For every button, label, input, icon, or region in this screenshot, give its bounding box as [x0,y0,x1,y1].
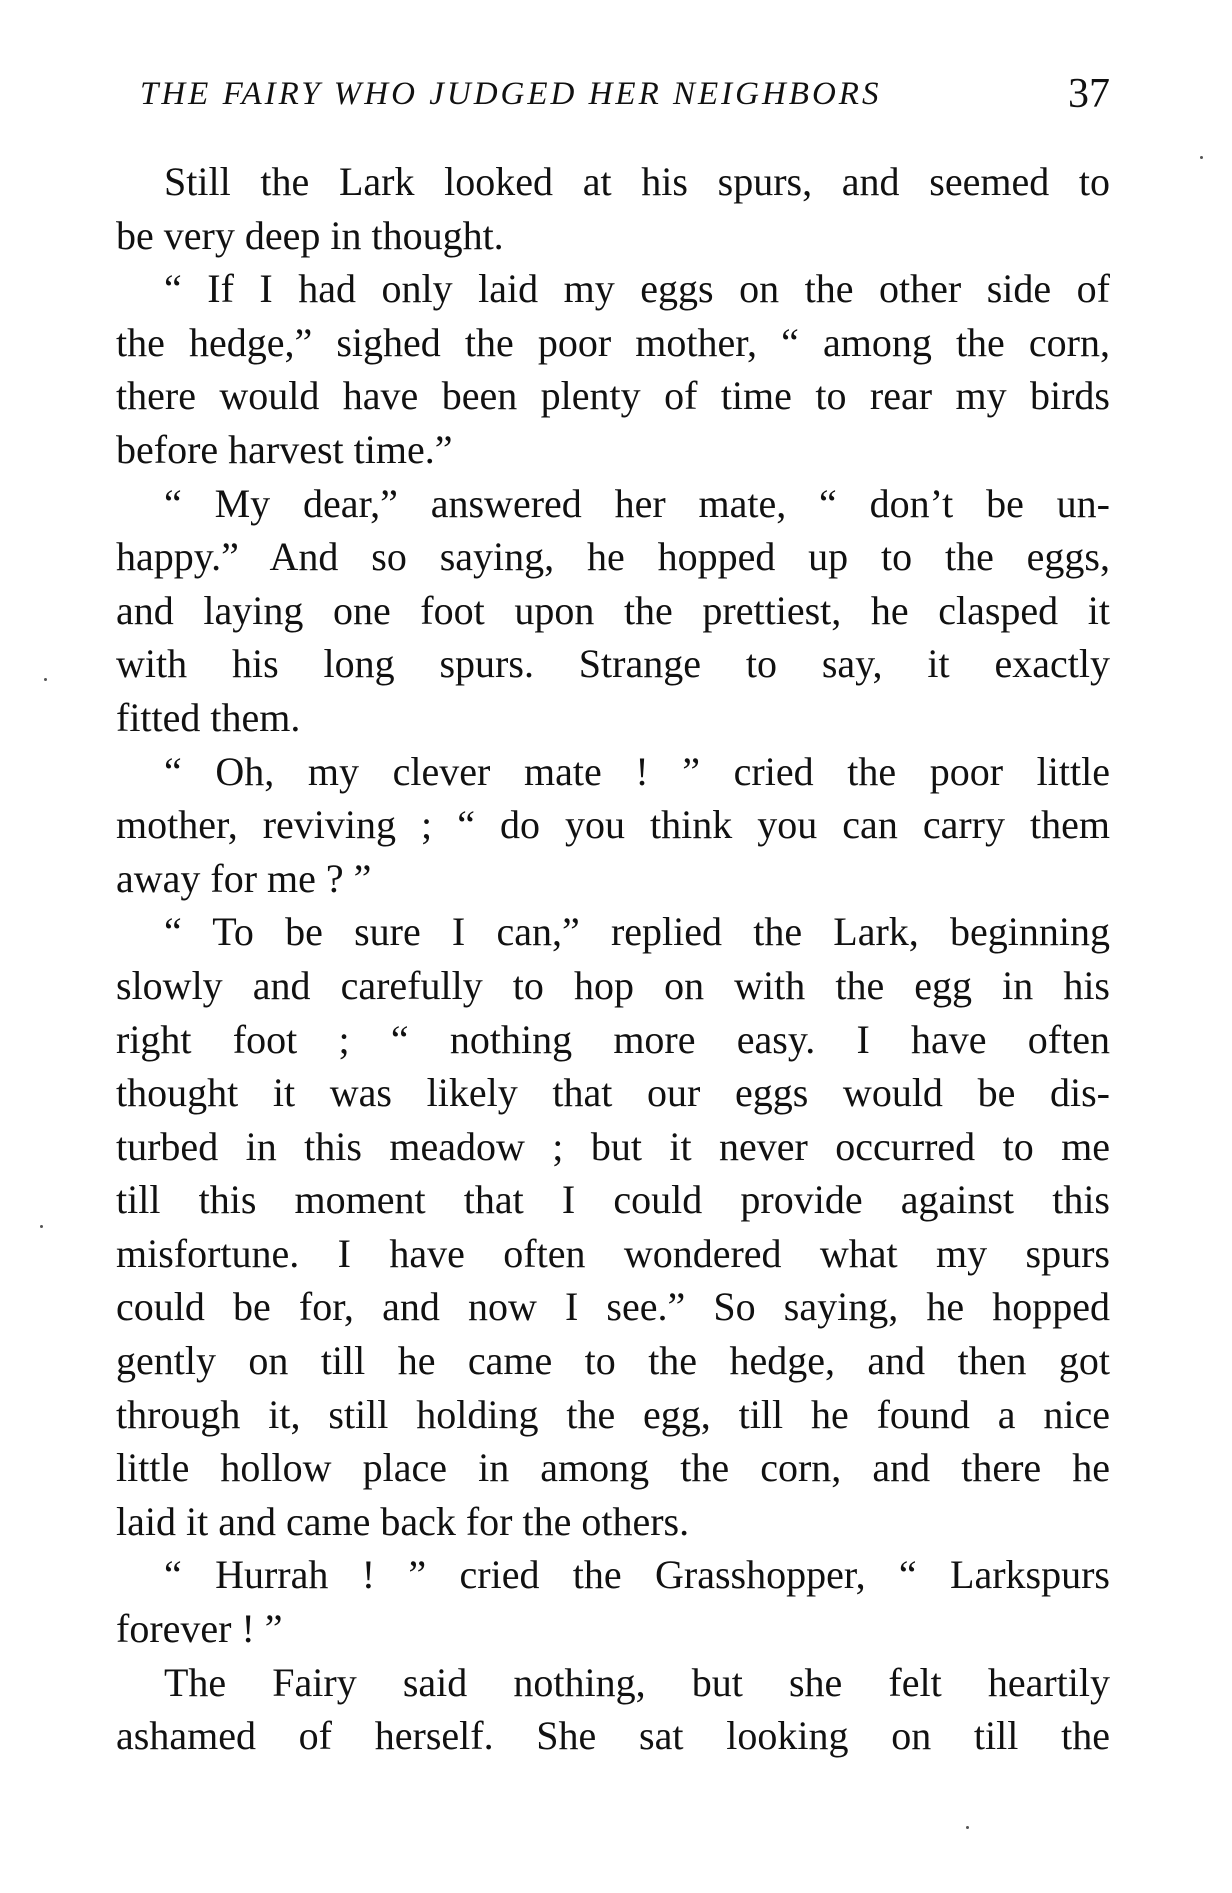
text-line: there would have been plenty of time to rear my birds [116,373,1110,419]
running-title: THE FAIRY WHO JUDGED HER NEIGHBORS [140,76,882,112]
text-line: little hollow place in among the corn, and there he [116,1445,1110,1491]
text-line: turbed in this meadow ; but it never occurred to me [116,1123,1110,1169]
text-line: slowly and carefully to hop on with the egg in his [116,962,1110,1008]
text-line: till this moment that I could provide against this [116,1177,1110,1223]
text-line: “ To be sure I can,” replied the Lark, beginning [164,909,1110,955]
text-line: be very deep in thought. [116,212,504,258]
text-line: through it, still holding the egg, till he found a nice [116,1391,1110,1437]
text-line: laid it and came back for the others. [116,1498,690,1544]
text-line: ashamed of herself. She sat looking on till the [116,1713,1110,1759]
text-line: “ Hurrah ! ” cried the Grasshopper, “ Larkspurs [164,1552,1110,1598]
paper-speck [966,1826,969,1829]
paper-speck [44,678,47,681]
text-line: thought it was likely that our eggs would be dis- [116,1070,1110,1116]
text-line: forever ! ” [116,1606,283,1652]
text-line: The Fairy said nothing, but she felt heartily [164,1659,1110,1705]
text-line: the hedge,” sighed the poor mother, “ among the corn, [116,319,1110,365]
text-line: mother, reviving ; “ do you think you can carry them [116,802,1110,848]
text-line: misfortune. I have often wondered what my spurs [116,1230,1110,1276]
text-line: fitted them. [116,694,301,740]
text-line: happy.” And so saying, he hopped up to the eggs, [116,534,1110,580]
text-line: “ If I had only laid my eggs on the other side of [164,266,1110,312]
text-line: before harvest time.” [116,426,453,472]
text-line: could be for, and now I see.” So saying, he hopped [116,1284,1110,1330]
text-line: “ Oh, my clever mate ! ” cried the poor little [164,748,1110,794]
text-line: right foot ; “ nothing more easy. I have often [116,1016,1110,1062]
text-line: away for me ? ” [116,855,372,901]
text-line: with his long spurs. Strange to say, it exactly [116,641,1110,687]
text-line: and laying one foot upon the prettiest, he clasped it [116,587,1110,633]
body-text [116,155,1110,1763]
text-line: gently on till he came to the hedge, and then got [116,1338,1110,1384]
text-line: Still the Lark looked at his spurs, and seemed to [164,159,1110,204]
page-number: 37 [1068,71,1110,117]
paper-speck [40,1225,43,1228]
running-head [140,70,1110,120]
paper-speck [1200,156,1203,159]
text-line: “ My dear,” answered her mate, “ don’t be un- [164,480,1110,526]
